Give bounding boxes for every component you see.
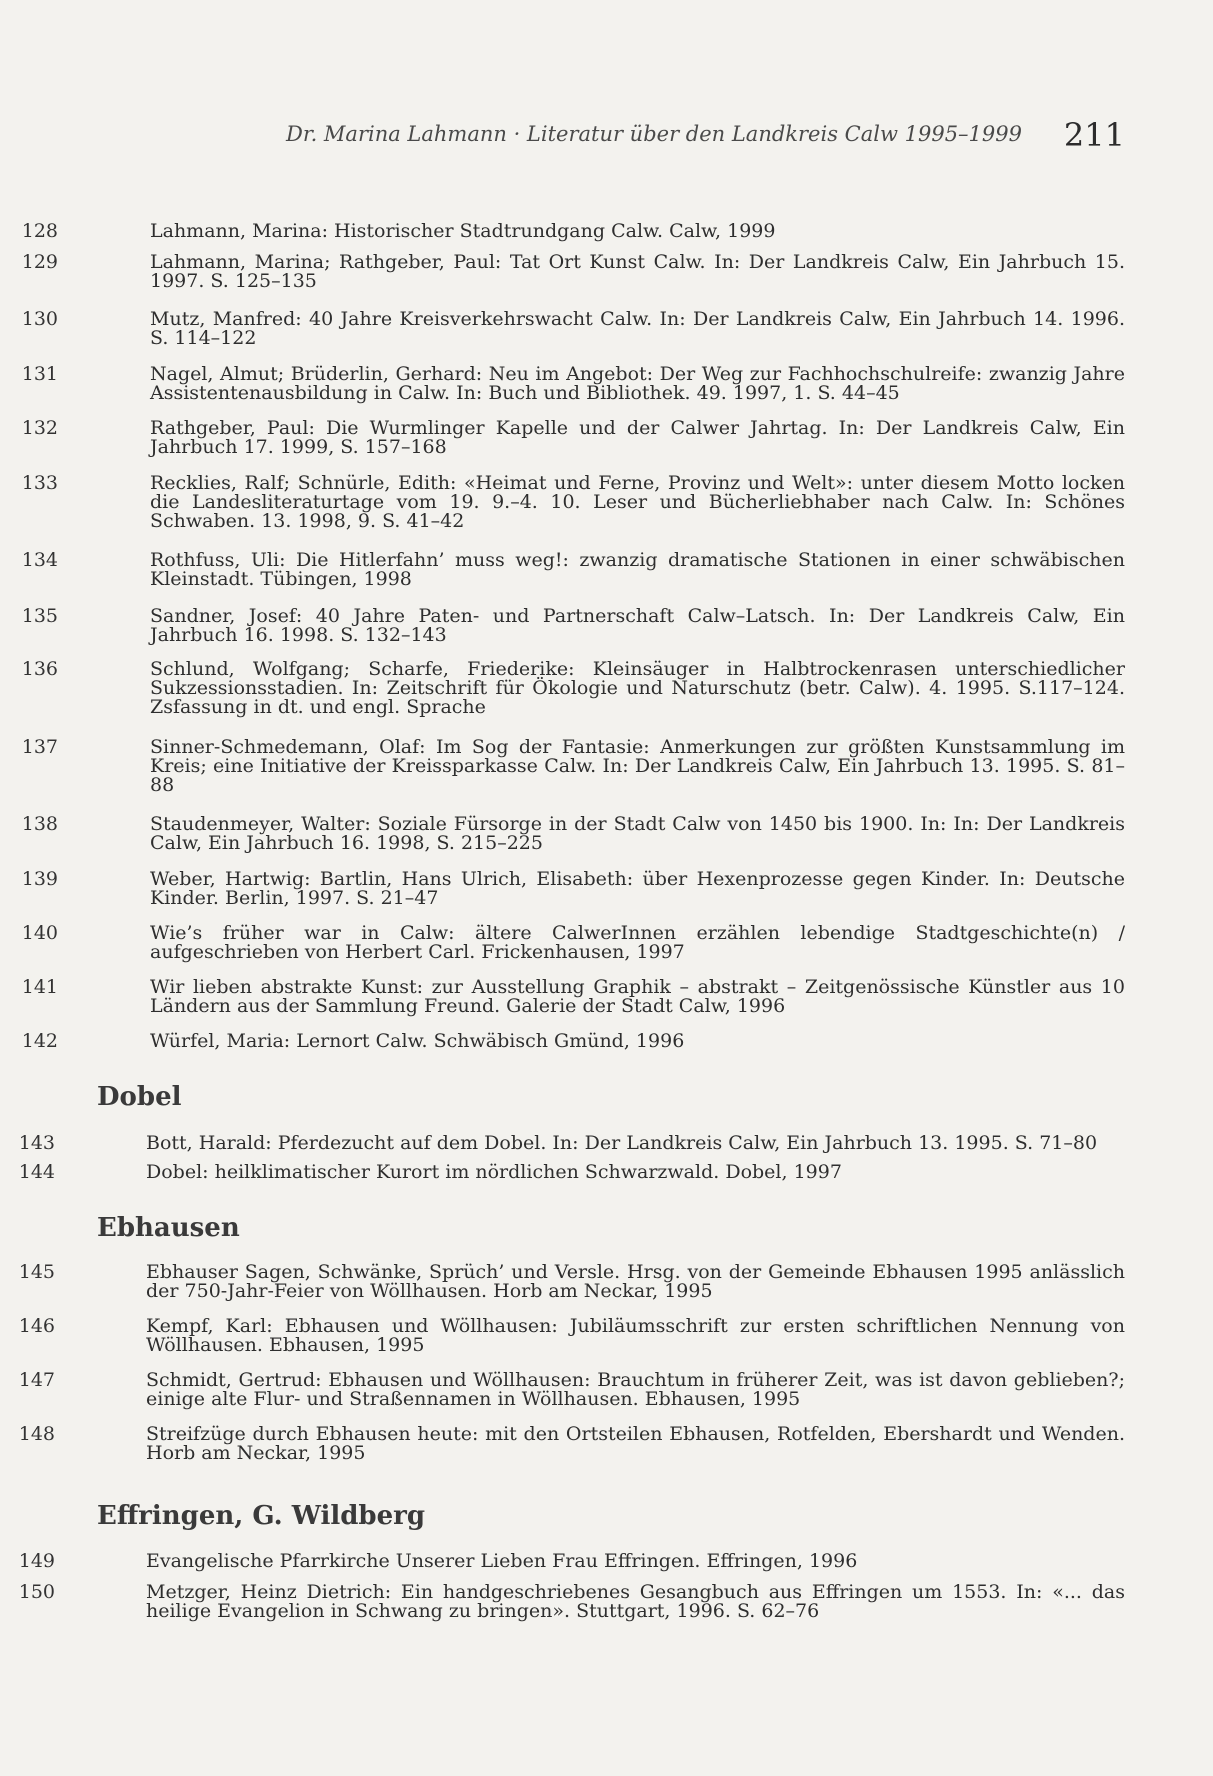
entry-number: 150: [18, 1581, 55, 1603]
entry-text: Ebhauser Sagen, Schwänke, Sprüch’ und Versle. Hrsg. von der Gemeinde Ebhausen 1995 anlässlich der 750-Jahr-Feier von Wöllhausen. Horb am Neckar, 1995: [146, 1261, 1125, 1302]
entry-text: Streifzüge durch Ebhausen heute: mit den Ortsteilen Ebhausen, Rotfelden, Ebershardt und Wenden. Horb am Neckar, 1995: [146, 1423, 1125, 1464]
entry-number: 144: [18, 1161, 55, 1183]
entry-text: Weber, Hartwig: Bartlin, Hans Ulrich, Elisabeth: über Hexenprozesse gegen Kinder. In: Deutsche Kinder. Berlin, 1997. S. 21–47: [150, 868, 1125, 909]
entry-number: 147: [18, 1369, 55, 1391]
entry-text: Bott, Harald: Pferdezucht auf dem Dobel. In: Der Landkreis Calw, Ein Jahrbuch 13. 1995. S. 71–80: [146, 1132, 1098, 1154]
entry-number: 128: [21, 220, 58, 242]
entry-text: Schmidt, Gertrud: Ebhausen und Wöllhausen: Brauchtum in früherer Zeit, was ist davon geblieben?; einige alte Flur- und Straßennamen in Wöllhausen. Ebhausen, 1995: [146, 1369, 1125, 1410]
entry-text: Würfel, Maria: Lernort Calw. Schwäbisch Gmünd, 1996: [150, 1030, 685, 1052]
entry-text: Wie’s früher war in Calw: ältere CalwerInnen erzählen lebendige Stadtgeschichte(n) / aufgeschrieben von Herbert Carl. Frickenhausen, 1997: [150, 922, 1125, 963]
entry-number: 135: [21, 605, 58, 627]
entry-text: Sinner-Schmedemann, Olaf: Im Sog der Fantasie: Anmerkungen zur größten Kunstsammlung im Kreis; eine Initiative der Kreissparkasse Calw. In: Der Landkreis Calw, Ein Jahrbuch 13. 1995. S. 81–88: [150, 736, 1125, 796]
entry-number: 146: [18, 1315, 55, 1337]
entry-number: 131: [21, 363, 58, 385]
entry-text: Rathgeber, Paul: Die Wurmlinger Kapelle und der Calwer Jahrtag. In: Der Landkreis Calw, Ein Jahrbuch 17. 1999, S. 157–168: [150, 417, 1125, 458]
entry-text: Lahmann, Marina; Rathgeber, Paul: Tat Ort Kunst Calw. In: Der Landkreis Calw, Ein Jahrbuch 15. 1997. S. 125–135: [150, 251, 1125, 292]
entry-text: Schlund, Wolfgang; Scharfe, Friederike: Kleinsäuger in Halbtrockenrasen unterschiedlicher Sukzessionsstadien. In: Zeitschrift für Ökologie und Naturschutz (betr. Calw). 4. 1995. S.117–124. Zsfassung in dt. und engl. Sprache: [150, 658, 1125, 718]
page-header: [0, 116, 1125, 156]
entry-text: Lahmann, Marina: Historischer Stadtrundgang Calw. Calw, 1999: [150, 220, 776, 242]
entry-text: Evangelische Pfarrkirche Unserer Lieben Frau Effringen. Effringen, 1996: [146, 1550, 858, 1572]
entry-text: Mutz, Manfred: 40 Jahre Kreisverkehrswacht Calw. In: Der Landkreis Calw, Ein Jahrbuch 14. 1996. S. 114–122: [150, 308, 1125, 349]
entry-number: 132: [21, 417, 58, 439]
running-title: Dr. Marina Lahmann · Literatur über den Landkreis Calw 1995–1999: [286, 122, 1022, 146]
entry-number: 143: [18, 1132, 55, 1154]
entry-text: Kempf, Karl: Ebhausen und Wöllhausen: Jubiläumsschrift zur ersten schriftlichen Nennung von Wöllhausen. Ebhausen, 1995: [146, 1315, 1125, 1356]
entry-text: Wir lieben abstrakte Kunst: zur Ausstellung Graphik – abstrakt – Zeitgenössische Künstler aus 10 Ländern aus der Sammlung Freund. Galerie der Stadt Calw, 1996: [150, 976, 1125, 1017]
entry-number: 141: [21, 976, 58, 998]
entry-number: 134: [21, 549, 58, 571]
entry-number: 142: [21, 1030, 58, 1052]
entry-number: 133: [21, 472, 58, 494]
page-number: 211: [1063, 116, 1125, 154]
entry-number: 136: [21, 658, 58, 680]
entry-text: Dobel: heilklimatischer Kurort im nördlichen Schwarzwald. Dobel, 1997: [146, 1161, 842, 1183]
entry-text: Sandner, Josef: 40 Jahre Paten- und Partnerschaft Calw–Latsch. In: Der Landkreis Calw, Ein Jahrbuch 16. 1998. S. 132–143: [150, 605, 1125, 646]
entry-number: 149: [18, 1550, 55, 1572]
section-heading-effringen: Effringen, G. Wildberg: [97, 1501, 426, 1531]
entry-number: 140: [21, 922, 58, 944]
entry-text: Recklies, Ralf; Schnürle, Edith: «Heimat und Ferne, Provinz und Welt»: unter diesem Motto locken die Landesliteraturtage vom 19. 9.–4. 10. Leser und Bücherliebhaber nach Calw. In: Schönes Schwaben. 13. 1998, 9. S. 41–42: [150, 472, 1125, 532]
section-heading-ebhausen: Ebhausen: [97, 1213, 240, 1243]
entry-number: 145: [18, 1261, 55, 1283]
entry-number: 129: [21, 251, 58, 273]
entry-text: Staudenmeyer, Walter: Soziale Fürsorge in der Stadt Calw von 1450 bis 1900. In: In: Der Landkreis Calw, Ein Jahrbuch 16. 1998, S. 215–225: [150, 813, 1125, 854]
entry-number: 139: [21, 868, 58, 890]
section-heading-dobel: Dobel: [97, 1082, 182, 1112]
entry-number: 137: [21, 736, 58, 758]
entry-text: Metzger, Heinz Dietrich: Ein handgeschriebenes Gesangbuch aus Effringen um 1553. In: «... das heilige Evangelion in Schwang zu bringen». Stuttgart, 1996. S. 62–76: [146, 1581, 1125, 1622]
entry-number: 148: [18, 1423, 55, 1445]
entry-text: Nagel, Almut; Brüderlin, Gerhard: Neu im Angebot: Der Weg zur Fachhochschulreife: zwanzig Jahre Assistentenausbildung in Calw. In: Buch und Bibliothek. 49. 1997, 1. S. 44–45: [150, 363, 1125, 404]
entry-text: Rothfuss, Uli: Die Hitlerfahn’ muss weg!: zwanzig dramatische Stationen in einer schwäbischen Kleinstadt. Tübingen, 1998: [150, 549, 1125, 590]
entry-number: 138: [21, 813, 58, 835]
entry-number: 130: [21, 308, 58, 330]
